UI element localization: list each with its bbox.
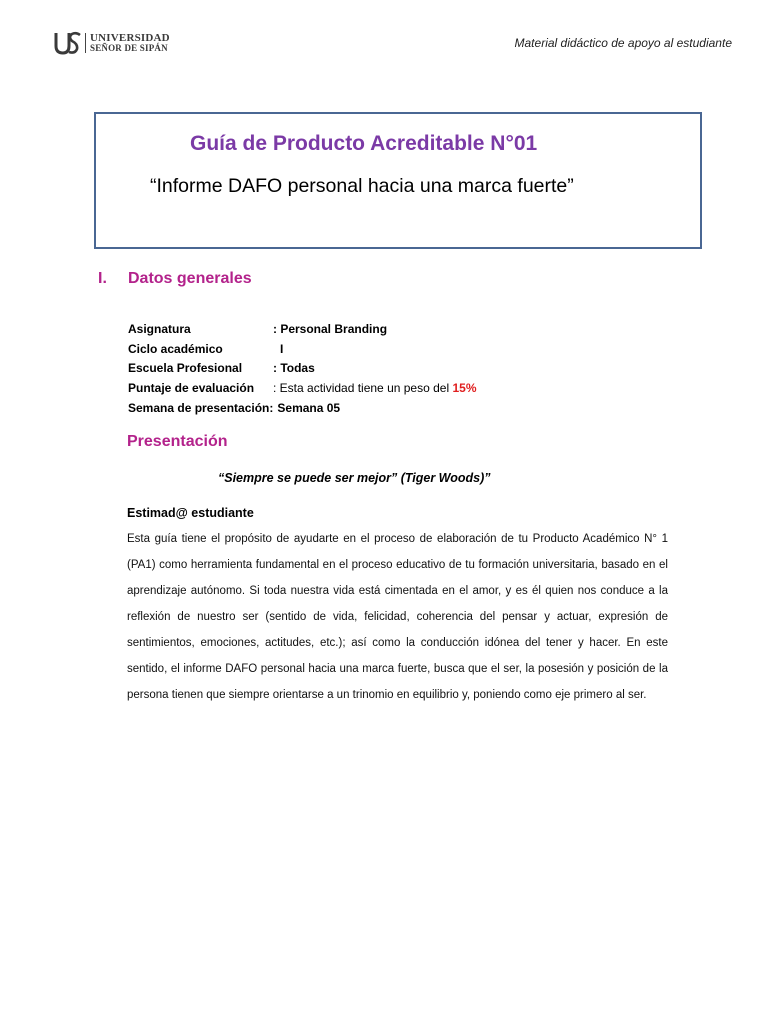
data-row-ciclo: [128, 340, 477, 360]
section-heading-presentacion: Presentación: [127, 433, 228, 450]
quote: “Siempre se puede ser mejor” (Tiger Woods)”: [218, 471, 491, 485]
data-row-puntaje: [128, 379, 477, 399]
logo-line-1: UNIVERSIDAD: [90, 32, 170, 44]
presentation-paragraph: Esta guía tiene el propósito de ayudarte en el proceso de elaboración de tu Producto Académico N° 1 (PA1) como herramienta fundamental en el proceso educativo de tu formación universitaria, basado en el aprendizaje autónomo. Si toda nuestra vida está cimentada en el amor, y es él quien nos conduce a la reflexión de nuestro ser (sentido de vida, felicidad, coherencia del pensar y actuar, expresión de sentimientos, emociones, actitudes, etc.); así como la conducción idónea del tener y hacer. En este sentido, el informe DAFO personal hacia una marca fuerte, busca que el ser, la posesión y posición de la persona tienen que siempre orientarse a un trinomio en equilibrio y, poniendo como eje primero al ser.: [127, 533, 668, 701]
logo-line-2: SEÑOR DE SIPÁN: [90, 43, 168, 53]
general-data-list: [128, 320, 477, 419]
data-value: : Esta actividad tiene un peso del: [273, 381, 450, 396]
data-row-asignatura: [128, 320, 477, 340]
data-value: : Todas: [273, 361, 315, 376]
document-title: Guía de Producto Acreditable N°01: [190, 132, 538, 155]
data-value: I: [280, 341, 284, 356]
section-heading-datos-generales: [98, 270, 252, 288]
greeting: Estimad@ estudiante: [127, 506, 254, 520]
section-title: Datos generales: [128, 270, 252, 287]
data-label: Semana de presentación:: [128, 400, 274, 415]
data-label: Asignatura: [128, 322, 191, 336]
header-note: Material didáctico de apoyo al estudiante: [514, 36, 732, 50]
university-logo: [54, 31, 170, 55]
data-row-semana: [128, 399, 477, 419]
uss-logo-icon: [54, 31, 82, 55]
section-number: I.: [98, 270, 107, 287]
logo-divider: [85, 33, 86, 53]
data-label: Ciclo académico: [128, 341, 223, 356]
weight-percentage: 15%: [452, 381, 477, 396]
document-subtitle: “Informe DAFO personal hacia una marca fuerte”: [150, 175, 574, 197]
data-value: : Personal Branding: [273, 322, 388, 336]
data-label: Puntaje de evaluación: [128, 381, 255, 396]
data-value: Semana 05: [277, 400, 341, 415]
data-label: Escuela Profesional: [128, 361, 243, 376]
data-row-escuela: [128, 359, 477, 379]
logo-wordmark: [90, 33, 170, 53]
